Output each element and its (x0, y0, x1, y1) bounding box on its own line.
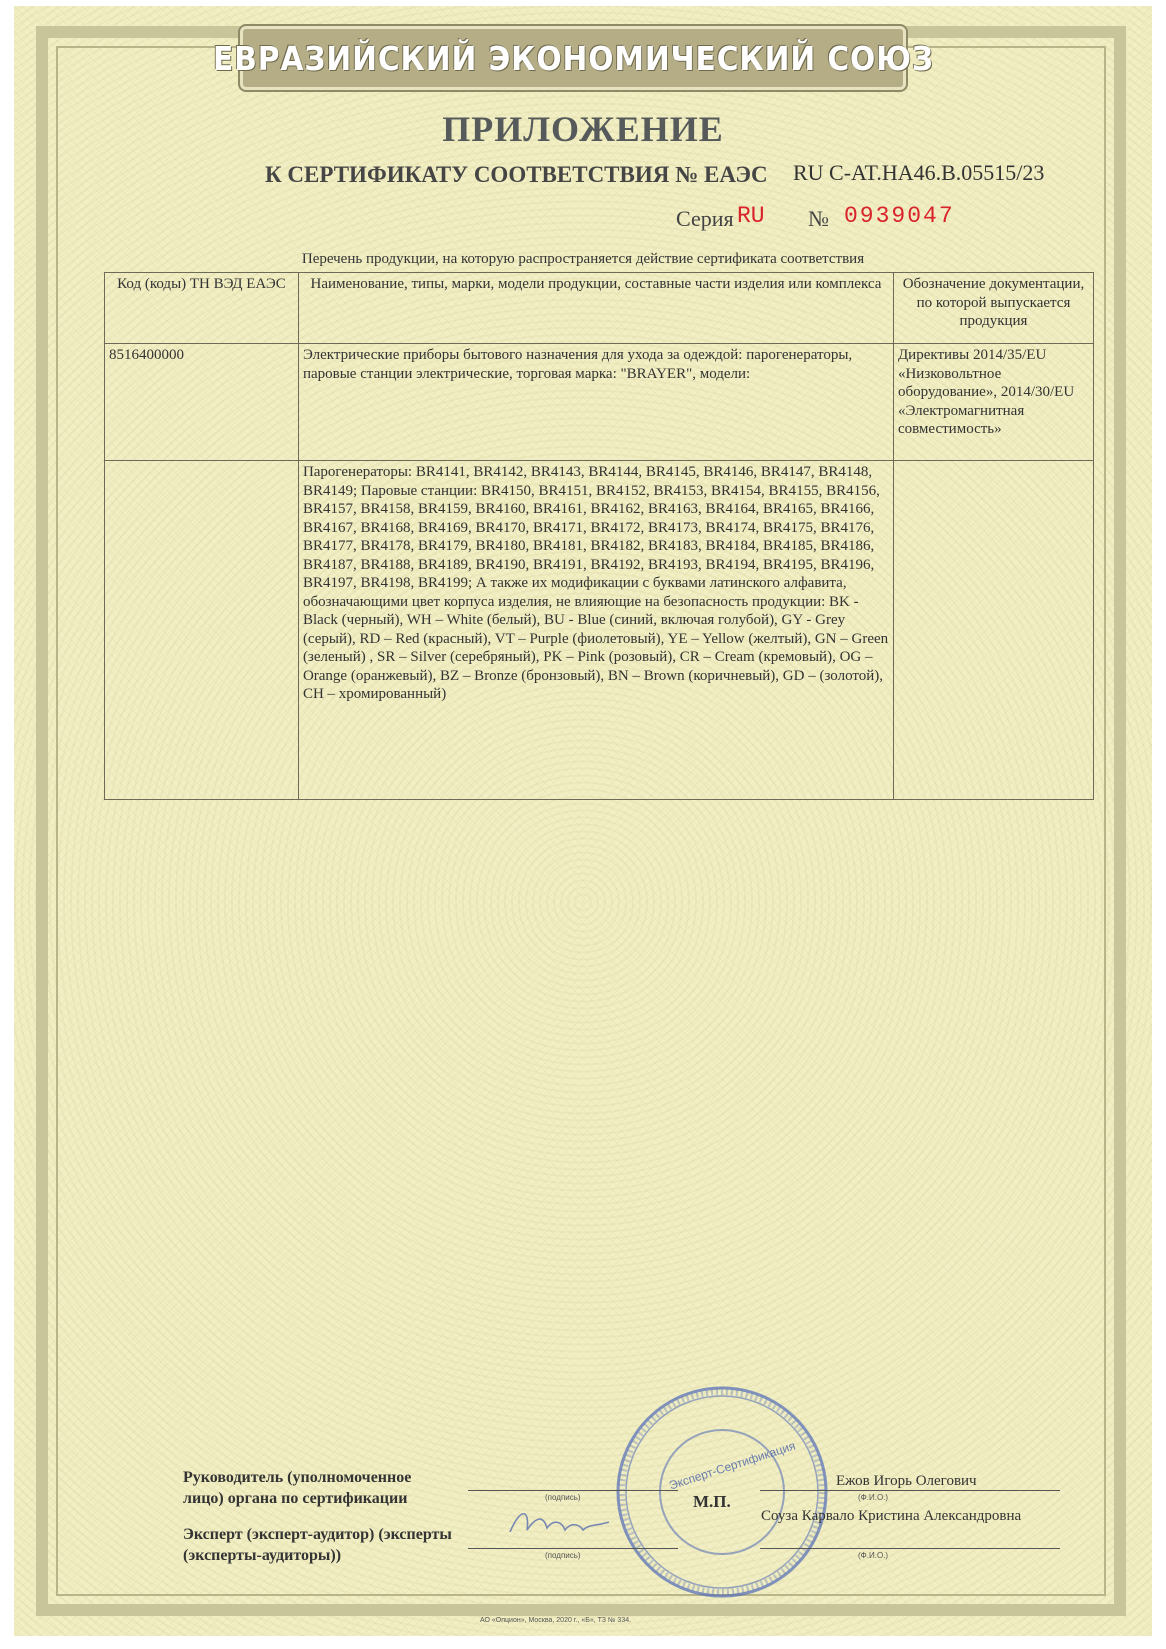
cell-doc (893, 461, 1093, 800)
head-signature-label (183, 1467, 443, 1509)
products-table (104, 272, 1094, 800)
head-label: Руководитель (уполномоченное лицо) органа по сертификации (183, 1469, 412, 1507)
number-label: № (808, 206, 829, 231)
handwritten-signature (505, 1500, 615, 1545)
head-signature-line (468, 1490, 678, 1491)
certificate-label: К СЕРТИФИКАТУ СООТВЕТСТВИЯ № ЕАЭС (265, 162, 768, 187)
header-name: Наименование, типы, марки, модели продукции, составные части изделия или комплекса (298, 273, 893, 344)
fio-caption: (Ф.И.О.) (858, 1493, 889, 1502)
cell-code: 8516400000 (105, 344, 299, 461)
series-label: Серия (676, 206, 734, 231)
fio-caption: (Ф.И.О.) (858, 1551, 889, 1560)
seal-mark: М.П. (693, 1492, 731, 1511)
expert-name: Соуза Карвало Кристина Александровна (761, 1508, 1022, 1524)
certificate-number: RU С-AT.HA46.B.05515/23 (793, 160, 1045, 185)
header-doc: Обозначение документации, по которой выпускается продукция (893, 273, 1093, 344)
cell-doc: Директивы 2014/35/EU «Низковольтное оборудование», 2014/30/EU «Электромагнитная совместимость» (893, 344, 1093, 461)
union-banner (212, 26, 934, 90)
expert-signature-line (468, 1548, 678, 1549)
page-title: ПРИЛОЖЕНИЕ (442, 109, 724, 149)
table-header-row (105, 273, 1094, 344)
cell-name: Электрические приборы бытового назначения для ухода за одеждой: парогенераторы, паровые станции электрические, торговая марка: "BRAYER", модели: (298, 344, 893, 461)
form-number: 0939047 (844, 203, 955, 229)
table-row (105, 461, 1094, 800)
expert-signature-label (183, 1524, 483, 1566)
signature-caption: (подпись) (545, 1551, 581, 1560)
head-fio-line (760, 1490, 1060, 1491)
cell-name: Парогенераторы: BR4141, BR4142, BR4143, BR4144, BR4145, BR4146, BR4147, BR4148, BR4149; Паровые станции: BR4150, BR4151, BR4152, BR4153, BR4154, BR4155, BR4156, BR4157, BR4158, BR4159, BR4160, BR4161, BR4162, BR4163, BR4164, BR4165, BR4166, BR4167, BR4168, BR4169, BR4170, BR4171, BR4172, BR4173, BR4174, BR4175, BR4176, BR4177, BR4178, BR4179, BR4180, BR4181, BR4182, BR4183, BR4184, BR4185, BR4186, BR4187, BR4188, BR4189, BR4190, BR4191, BR4192, BR4193, BR4194, BR4195, BR4196, BR4197, BR4198, BR4199; А также их модификации с буквами латинского алфавита, обозначающими цвет корпуса изделия, не влияющие на безопасность продукции: BK - Black (черный), WH – White (белый), BU - Blue (синий, включая голубой), GY - Grey (серый), RD – Red (красный), VT – Purple (фиолетовый), YE – Yellow (желтый), GN – Green (зеленый) , SR – Silver (серебряный), PK – Pink (розовый), CR – Cream (кремовый), OG – Orange (оранжевый), BZ – Bronze (бронзовый), BN – Brown (коричневый), GD – (золотой), CH – хромированный) (298, 461, 893, 800)
signature-caption: (подпись) (545, 1493, 581, 1502)
expert-fio-line (760, 1548, 1060, 1549)
printer-note: АО «Опцион», Москва, 2020 г., «Б», ТЗ № 334. (480, 1617, 632, 1624)
stamp-text: Эксперт-Сертификация (667, 1438, 798, 1493)
expert-label: Эксперт (эксперт-аудитор) (эксперты (эксперты-аудиторы)) (183, 1526, 452, 1564)
header-code: Код (коды) ТН ВЭД ЕАЭС (105, 273, 299, 344)
series-value: RU (737, 203, 765, 229)
table-caption: Перечень продукции, на которую распространяется действие сертификата соответствия (301, 251, 865, 267)
cell-code (105, 461, 299, 800)
table-row (105, 344, 1094, 461)
union-title: ЕВРАЗИЙСКИЙ ЭКОНОМИЧЕСКИЙ СОЮЗ (212, 38, 934, 78)
head-name: Ежов Игорь Олегович (836, 1473, 977, 1489)
